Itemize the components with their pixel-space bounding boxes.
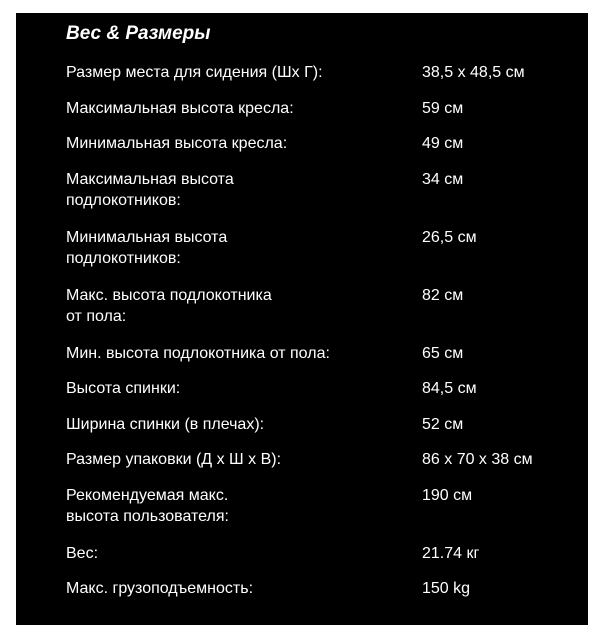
spec-value: 21.74 кг xyxy=(422,544,480,562)
spec-label: Мин. высота подлокотника от пола: xyxy=(66,344,330,362)
spec-row xyxy=(66,541,576,564)
spec-value: 150 kg xyxy=(422,580,471,597)
spec-label: Максимальная высота кресла: xyxy=(66,99,294,117)
spec-label: Высота спинки: xyxy=(66,380,181,397)
spec-row xyxy=(66,483,576,527)
spec-value: 49 см xyxy=(422,135,464,152)
spec-row xyxy=(66,167,576,211)
spec-value: 34 см xyxy=(422,170,464,188)
spec-label: Минимальная высота кресла: xyxy=(66,135,288,152)
spec-label: Макс. высота подлокотника от пола: xyxy=(66,286,272,325)
spec-row xyxy=(66,341,576,364)
spec-row xyxy=(66,447,576,470)
spec-row xyxy=(66,225,576,269)
spec-row xyxy=(66,576,576,599)
spec-label: Размер упаковки (Д х Ш х В): xyxy=(66,451,282,468)
spec-row xyxy=(66,283,576,327)
spec-value: 52 см xyxy=(422,415,464,433)
spec-value: 82 см xyxy=(422,286,464,304)
spec-value: 59 см xyxy=(422,99,464,117)
specs-panel xyxy=(16,13,588,625)
specs-list xyxy=(66,60,576,612)
spec-label: Размер места для сидения (Шх Г): xyxy=(66,64,323,81)
spec-label: Ширина спинки (в плечах): xyxy=(66,415,265,433)
spec-value: 38,5 х 48,5 см xyxy=(422,64,525,81)
spec-row xyxy=(66,96,576,119)
spec-value: 86 х 70 х 38 см xyxy=(422,451,533,468)
spec-label: Макс. грузоподъемность: xyxy=(66,580,254,597)
section-title: Вес & Размеры xyxy=(66,23,211,44)
spec-value: 190 см xyxy=(422,486,473,504)
spec-value: 26,5 см xyxy=(422,228,477,246)
spec-label: Рекомендуемая макс. высота пользователя: xyxy=(66,486,229,525)
spec-value: 84,5 см xyxy=(422,380,477,397)
spec-label: Минимальная высота подлокотников: xyxy=(66,228,228,267)
spec-row xyxy=(66,376,576,399)
spec-row xyxy=(66,60,576,83)
spec-label: Максимальная высота подлокотников: xyxy=(66,170,234,209)
spec-row xyxy=(66,131,576,154)
spec-label: Вес: xyxy=(66,544,99,562)
spec-row xyxy=(66,412,576,435)
spec-value: 65 см xyxy=(422,344,464,362)
